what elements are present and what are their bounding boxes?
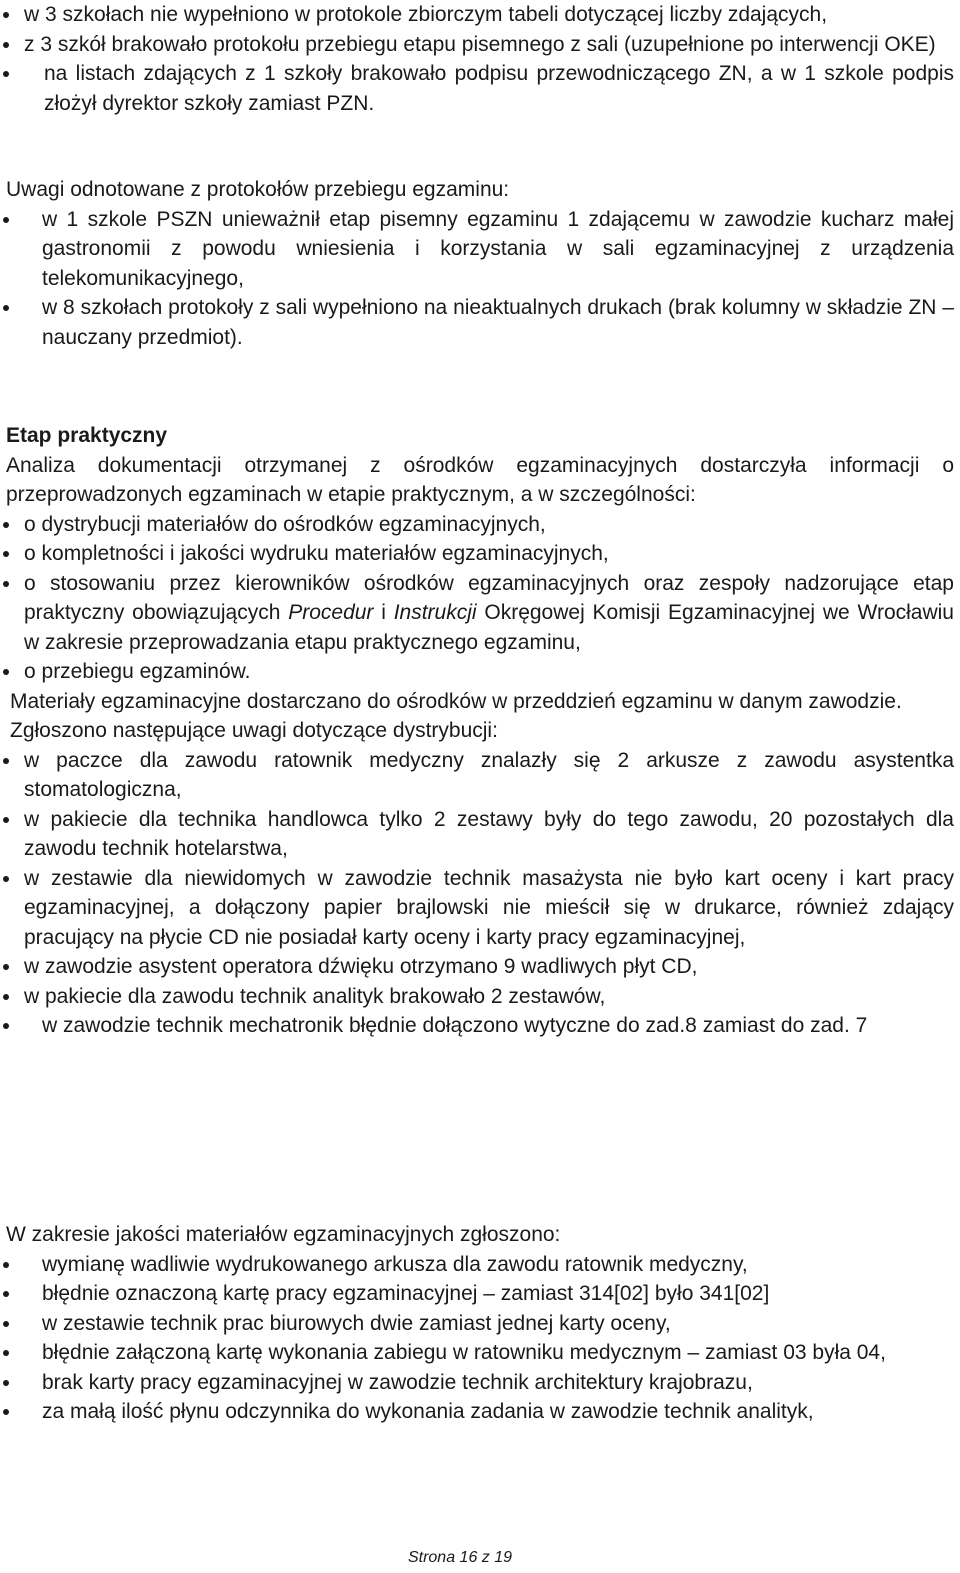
list-item <box>0 510 960 540</box>
instrukcji-italic: Instrukcji <box>393 601 477 624</box>
text-segment: o stosowaniu przez kierowników ośrodków egzaminacyjnych oraz zespoły nadzorujące etap praktyczny obowiązujących <box>24 571 954 624</box>
list-item <box>0 657 960 687</box>
list-item <box>0 952 960 982</box>
school-issues-list <box>0 0 960 118</box>
materials-paragraph: Materiały egzaminacyjne dostarczano do ośrodków w przeddzień egzaminu w danym zawodzie. <box>10 689 902 713</box>
list-item-text: za małą ilość płynu odczynnika do wykonania zadania w zawodzie technik analityk, <box>42 1400 814 1423</box>
list-item-text: w zawodzie technik mechatronik błędnie dołączono wytyczne do zad.8 zamiast do zad. 7 <box>42 1014 868 1037</box>
quality-intro: W zakresie jakości materiałów egzaminacyjnych zgłoszono: <box>6 1223 561 1246</box>
remarks-intro: Uwagi odnotowane z protokołów przebiegu egzaminu: <box>6 178 510 201</box>
quality-list <box>0 1250 960 1427</box>
remarks-list <box>0 205 960 353</box>
list-item <box>0 205 960 294</box>
list-item <box>0 1397 960 1427</box>
list-item <box>0 1250 960 1280</box>
list-item <box>0 1279 960 1309</box>
school-issues-list-block <box>0 0 960 118</box>
practical-stage-section <box>0 421 960 1041</box>
list-item <box>0 0 960 30</box>
list-item <box>0 30 960 60</box>
section-heading: Etap praktyczny <box>6 424 168 447</box>
remarks-block <box>0 175 960 352</box>
list-item <box>0 864 960 953</box>
list-item <box>0 982 960 1012</box>
list-item-text: w 1 szkole PSZN unieważnił etap pisemny egzaminu 1 zdającemu w zawodzie kucharz małej gastronomii z powodu wniesienia i korzystania w sali egzaminacyjnej z urządzenia telekomunikacyjnego, <box>42 207 954 290</box>
list-item <box>0 1011 960 1041</box>
list-item-text: o przebiegu egzaminów. <box>24 660 251 683</box>
list-item-text: w paczce dla zawodu ratownik medyczny znalazły się 2 arkusze z zawodu asystentka stomatologiczna, <box>24 748 954 801</box>
list-item-text: w pakiecie dla technika handlowca tylko 2 zestawy były do tego zawodu, 20 pozostałych dla zawodu technik hotelarstwa, <box>24 807 954 860</box>
list-item-text: w zestawie technik prac biurowych dwie zamiast jednej karty oceny, <box>42 1311 671 1335</box>
list-item <box>0 293 960 352</box>
list-item-text <box>24 572 954 654</box>
list-item <box>0 1338 960 1368</box>
quality-section <box>0 1220 960 1427</box>
list-item-text: w pakiecie dla zawodu technik analityk brakowało 2 zestawów, <box>24 984 606 1008</box>
list-item-text: błędnie oznaczoną kartę pracy egzaminacyjnej – zamiast 314[02] było 341[02] <box>42 1282 770 1305</box>
text-segment: Okręgowej Komisji Egzaminacyjnej we Wrocławiu w zakresie przeprowadzania etapu praktycznego egzaminu, <box>24 601 954 654</box>
list-item-text: na listach zdających z 1 szkoły brakowało podpisu przewodniczącego ZN, a w 1 szkole podpis złożył dyrektor szkoły zamiast PZN. <box>44 62 954 115</box>
list-item-text: w 3 szkołach nie wypełniono w protokole zbiorczym tabeli dotyczącej liczby zdających, <box>24 3 828 26</box>
text-segment: i <box>373 601 394 624</box>
list-item-text: w zawodzie asystent operatora dźwięku otrzymano 9 wadliwych płyt CD, <box>24 955 698 978</box>
list-item-text: o kompletności i jakości wydruku materiałów egzaminacyjnych, <box>24 542 609 565</box>
section-intro: Analiza dokumentacji otrzymanej z ośrodków egzaminacyjnych dostarczyła informacji o przeprowadzonych egzaminach w etapie praktycznym, a w szczególności: <box>6 453 954 506</box>
list-item-text: z 3 szkół brakowało protokołu przebiegu etapu pisemnego z sali (uzupełnione po interwencji OKE) <box>24 32 936 56</box>
page-number-footer: Strona 16 z 19 <box>407 1549 513 1566</box>
list-item-text: o dystrybucji materiałów do ośrodków egzaminacyjnych, <box>24 512 546 536</box>
list-item-text: wymianę wadliwie wydrukowanego arkusza dla zawodu ratownik medyczny, <box>42 1252 748 1276</box>
list-item-text: w zestawie dla niewidomych w zawodzie technik masażysta nie było kart oceny i kart pracy egzaminacyjnej, a dołączony papier brajlowski nie mieścił się w drukarce, również zdający pracujący na płycie CD nie posiadał karty oceny i karty pracy egzaminacyjnej, <box>24 866 954 949</box>
list-item <box>0 59 960 118</box>
list-item-text: błędnie załączoną kartę wykonania zabiegu w ratowniku medycznym – zamiast 03 była 04, <box>42 1341 886 1364</box>
list-item <box>0 746 960 805</box>
distribution-list <box>0 746 960 1041</box>
list-item <box>0 539 960 569</box>
list-item-text: w 8 szkołach protokoły z sali wypełniono na nieaktualnych drukach (brak kolumny w składzie ZN – nauczany przedmiot). <box>42 296 954 349</box>
distribution-intro: Zgłoszono następujące uwagi dotyczące dystrybucji: <box>10 719 498 742</box>
list-item <box>0 1309 960 1339</box>
list-item <box>0 1368 960 1398</box>
list-item <box>0 569 960 658</box>
analysis-list <box>0 510 960 687</box>
procedur-italic: Procedur <box>288 601 374 624</box>
list-item <box>0 805 960 864</box>
list-item-text: brak karty pracy egzaminacyjnej w zawodzie technik architektury krajobrazu, <box>42 1370 753 1394</box>
